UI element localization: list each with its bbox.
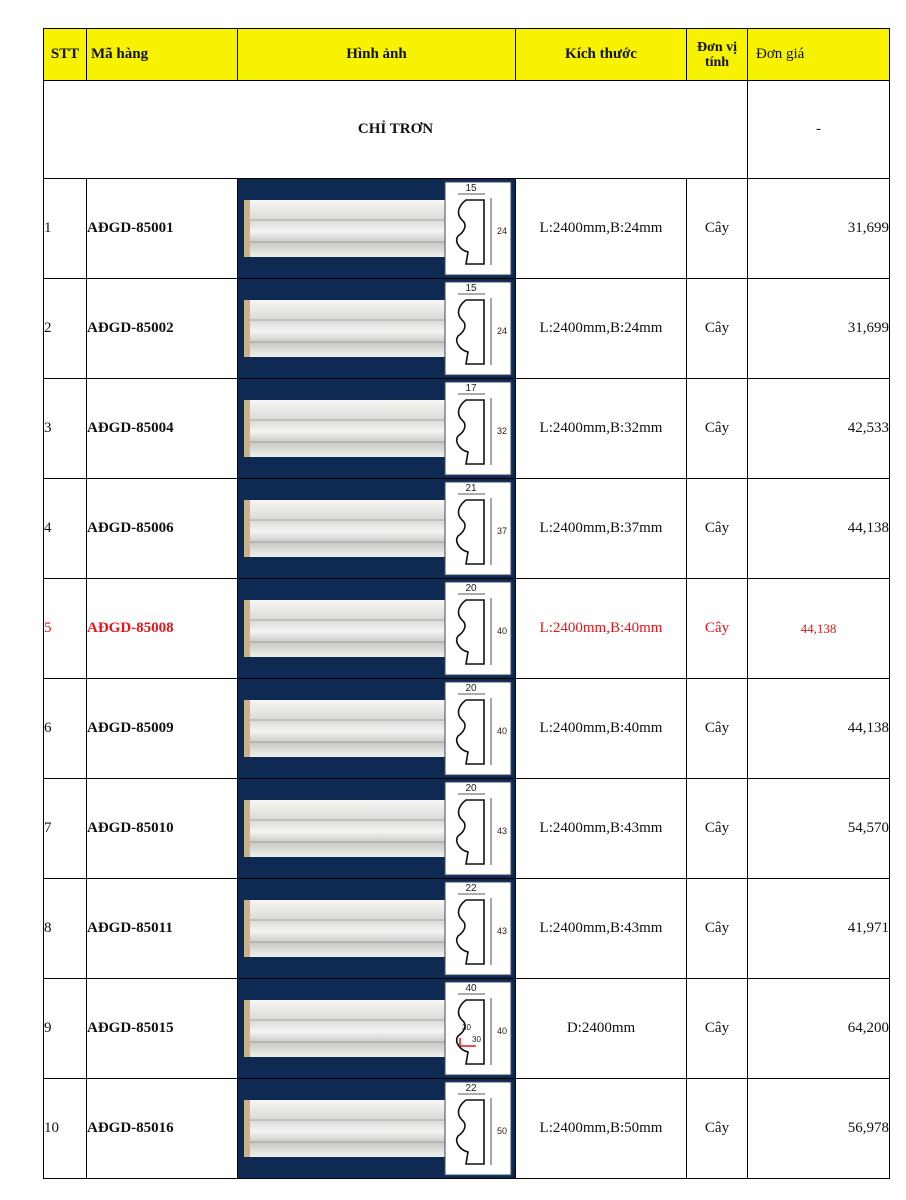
row-code: AĐGD-85016 <box>87 1079 238 1179</box>
product-image <box>238 680 514 777</box>
table-row <box>44 379 890 479</box>
table-header-row <box>44 29 890 81</box>
row-price: 31,699 <box>748 179 890 279</box>
row-stt: 9 <box>44 979 87 1079</box>
profile-height-label: 24 <box>497 326 508 336</box>
row-image <box>238 679 516 779</box>
header-stt: STT <box>44 29 87 81</box>
profile-height-label: 32 <box>497 426 508 436</box>
moulding-strip <box>244 800 449 857</box>
row-code: AĐGD-85011 <box>87 879 238 979</box>
row-code: AĐGD-85010 <box>87 779 238 879</box>
moulding-strip <box>244 200 449 257</box>
header-unit-line1: Đơn vị <box>696 39 738 55</box>
profile-height-label: 40 <box>497 1026 508 1036</box>
row-size: L:2400mm,B:43mm <box>516 879 687 979</box>
row-image <box>238 379 516 479</box>
product-image <box>238 880 514 977</box>
moulding-strip <box>244 900 449 957</box>
row-stt: 2 <box>44 279 87 379</box>
moulding-strip <box>244 1000 449 1057</box>
moulding-strip <box>244 500 449 557</box>
moulding-strip <box>244 600 449 657</box>
row-size: L:2400mm,B:32mm <box>516 379 687 479</box>
profile-width-label: 21 <box>465 483 477 494</box>
profile-width-label: 17 <box>465 383 477 394</box>
header-unit <box>687 29 748 81</box>
row-stt: 1 <box>44 179 87 279</box>
profile-height-label: 37 <box>497 526 508 536</box>
row-price: 31,699 <box>748 279 890 379</box>
row-stt: 4 <box>44 479 87 579</box>
profile-width-label: 15 <box>465 183 477 194</box>
row-size: L:2400mm,B:40mm <box>516 579 687 679</box>
row-stt: 7 <box>44 779 87 879</box>
row-size: L:2400mm,B:37mm <box>516 479 687 579</box>
profile-height-label: 43 <box>497 926 508 936</box>
row-code: AĐGD-85009 <box>87 679 238 779</box>
section-row <box>44 81 890 179</box>
profile-width-label: 15 <box>465 283 477 294</box>
profile-height-label: 50 <box>497 1126 508 1136</box>
row-code: AĐGD-85004 <box>87 379 238 479</box>
row-image <box>238 179 516 279</box>
row-size: D:2400mm <box>516 979 687 1079</box>
moulding-strip <box>244 400 449 457</box>
table-row <box>44 279 890 379</box>
table-row <box>44 779 890 879</box>
row-image <box>238 579 516 679</box>
row-price: 44,138 <box>748 579 890 679</box>
profile-width-label: 22 <box>465 1083 477 1094</box>
profile-width-label: 20 <box>465 583 477 594</box>
row-code: AĐGD-85001 <box>87 179 238 279</box>
row-unit: Cây <box>687 879 748 979</box>
row-size: L:2400mm,B:24mm <box>516 179 687 279</box>
row-price: 44,138 <box>748 679 890 779</box>
row-size: L:2400mm,B:43mm <box>516 779 687 879</box>
row-image <box>238 779 516 879</box>
profile-width-label: 40 <box>465 983 477 994</box>
row-unit: Cây <box>687 1079 748 1179</box>
row-unit: Cây <box>687 379 748 479</box>
table-row <box>44 879 890 979</box>
product-image <box>238 980 514 1077</box>
section-price: - <box>748 81 890 179</box>
row-image <box>238 479 516 579</box>
row-stt: 10 <box>44 1079 87 1179</box>
row-price: 54,570 <box>748 779 890 879</box>
profile-height-label: 40 <box>497 626 508 636</box>
row-code: AĐGD-85006 <box>87 479 238 579</box>
row-code: AĐGD-85002 <box>87 279 238 379</box>
moulding-strip <box>244 300 449 357</box>
product-image <box>238 280 514 377</box>
header-price: Đơn giá <box>748 29 890 81</box>
row-code: AĐGD-85008 <box>87 579 238 679</box>
table-row <box>44 579 890 679</box>
product-image <box>238 380 514 477</box>
profile-width-label: 22 <box>465 883 477 894</box>
profile-width-label: 20 <box>465 783 477 794</box>
svg-text:30: 30 <box>462 1023 471 1032</box>
profile-width-label: 20 <box>465 683 477 694</box>
header-image: Hình ảnh <box>238 29 516 81</box>
row-unit: Cây <box>687 779 748 879</box>
moulding-strip <box>244 1100 449 1157</box>
row-price: 42,533 <box>748 379 890 479</box>
row-unit: Cây <box>687 479 748 579</box>
profile-height-label: 43 <box>497 826 508 836</box>
product-image <box>238 580 514 677</box>
table-row <box>44 479 890 579</box>
profile-height-label: 40 <box>497 726 508 736</box>
table-row <box>44 979 890 1079</box>
header-unit-line2: tính <box>704 54 730 70</box>
moulding-strip <box>244 700 449 757</box>
header-code: Mã hàng <box>87 29 238 81</box>
row-unit: Cây <box>687 179 748 279</box>
row-code: AĐGD-85015 <box>87 979 238 1079</box>
row-stt: 6 <box>44 679 87 779</box>
row-stt: 8 <box>44 879 87 979</box>
row-price: 41,971 <box>748 879 890 979</box>
svg-text:30: 30 <box>472 1035 481 1044</box>
product-image <box>238 180 514 277</box>
row-price: 64,200 <box>748 979 890 1079</box>
row-image <box>238 279 516 379</box>
product-image <box>238 1080 514 1177</box>
profile-height-label: 24 <box>497 226 508 236</box>
row-image <box>238 979 516 1079</box>
row-size: L:2400mm,B:24mm <box>516 279 687 379</box>
row-image <box>238 1079 516 1179</box>
row-unit: Cây <box>687 679 748 779</box>
table-row <box>44 1079 890 1179</box>
row-unit: Cây <box>687 279 748 379</box>
header-size: Kích thước <box>516 29 687 81</box>
price-table <box>43 28 890 1179</box>
product-image <box>238 780 514 877</box>
row-size: L:2400mm,B:40mm <box>516 679 687 779</box>
row-price: 56,978 <box>748 1079 890 1179</box>
row-stt: 5 <box>44 579 87 679</box>
row-stt: 3 <box>44 379 87 479</box>
section-title: CHỈ TRƠN <box>44 81 748 179</box>
row-unit: Cây <box>687 579 748 679</box>
product-image <box>238 480 514 577</box>
row-price: 44,138 <box>748 479 890 579</box>
table-row <box>44 179 890 279</box>
row-image <box>238 879 516 979</box>
table-row <box>44 679 890 779</box>
row-size: L:2400mm,B:50mm <box>516 1079 687 1179</box>
row-unit: Cây <box>687 979 748 1079</box>
